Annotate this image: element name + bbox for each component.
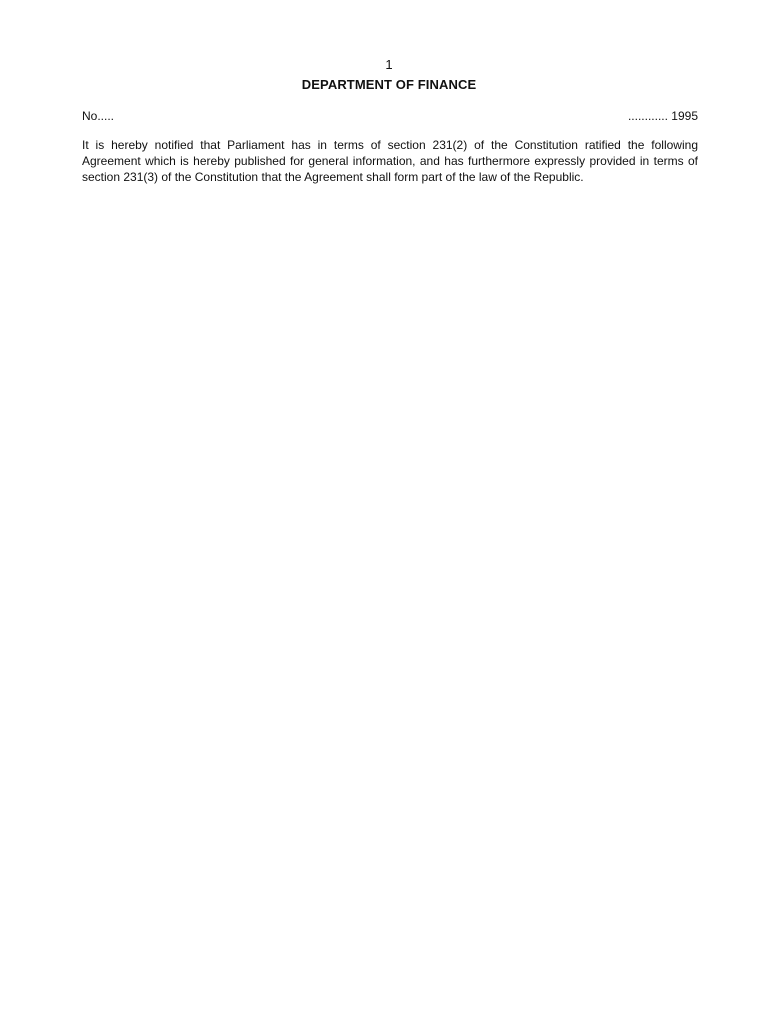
- reference-number: No.....: [82, 109, 115, 123]
- page-number: 1: [385, 57, 393, 72]
- reference-row: [82, 108, 698, 124]
- notice-date: ............ 1995: [627, 109, 698, 123]
- page-title: DEPARTMENT OF FINANCE: [301, 77, 477, 92]
- notice-paragraph: It is hereby notified that Parliament has in terms of section 231(2) of the Constitution ratified the following Agreement which is hereby published for general information, and has furthermore expressly provided in terms of section 231(3) of the Constitution that the Agreement shall form part of the law of the Republic.: [82, 138, 698, 184]
